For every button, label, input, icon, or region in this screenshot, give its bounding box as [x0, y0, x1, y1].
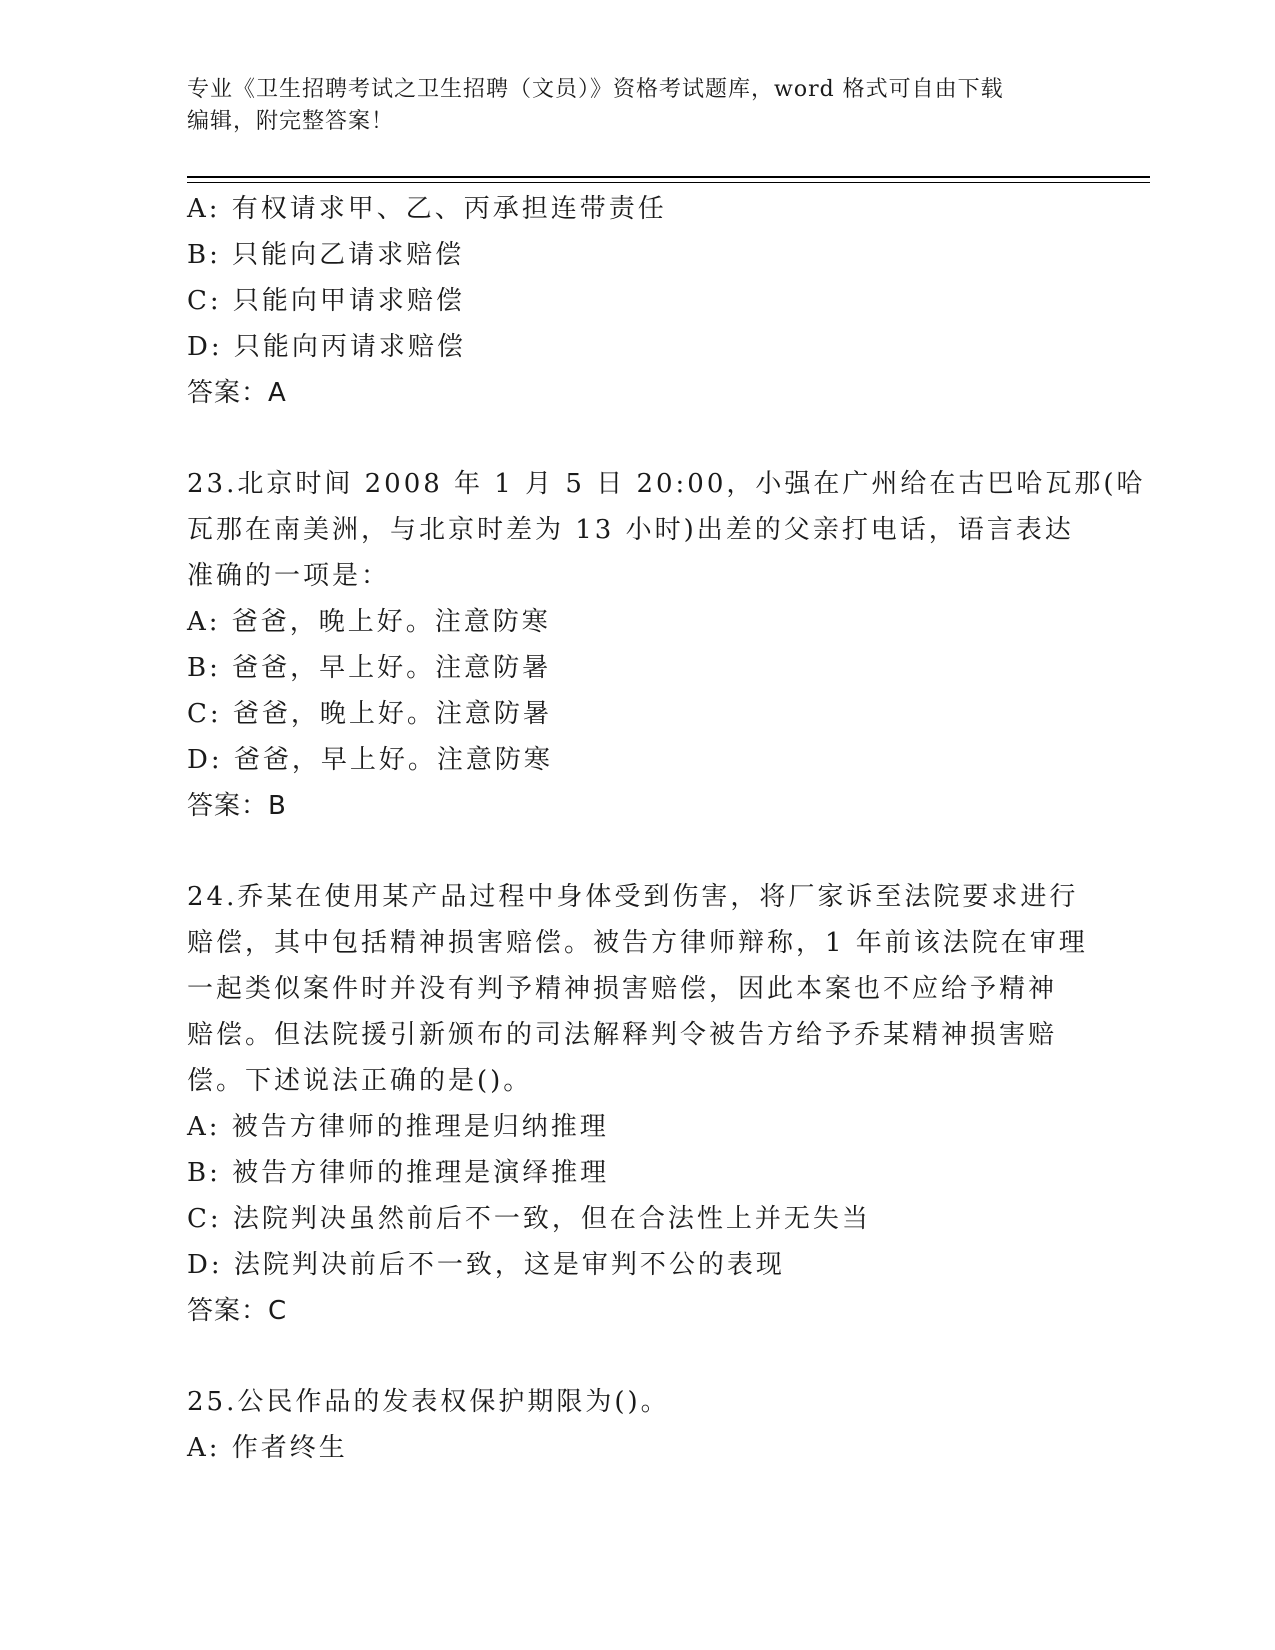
question-stem-line: 25.公民作品的发表权保护期限为()。 — [187, 1387, 670, 1417]
option-c: C: 法院判决虽然前后不一致，但在合法性上并无失当 — [187, 1204, 871, 1234]
question-spacer — [187, 416, 1087, 461]
option-b: B: 只能向乙请求赔偿 — [187, 240, 465, 270]
option-b: B: 爸爸，早上好。注意防暑 — [187, 653, 552, 683]
option-d: D: 爸爸，早上好。注意防寒 — [187, 745, 553, 775]
option-c: C: 爸爸，晚上好。注意防暑 — [187, 699, 552, 729]
question-spacer — [187, 829, 1087, 874]
question-spacer — [187, 1334, 1087, 1379]
option-a: A: 被告方律师的推理是归纳推理 — [187, 1112, 609, 1142]
question-stem-line: 准确的一项是： — [187, 561, 391, 591]
question-stem-line: 瓦那在南美洲，与北京时差为 13 小时)出差的父亲打电话，语言表达 — [187, 515, 1074, 545]
header-divider-thin — [187, 182, 1150, 183]
question-23 — [187, 461, 1146, 829]
header-divider-thick — [187, 176, 1150, 178]
question-22 — [187, 186, 1087, 416]
question-stem-line: 赔偿。但法院援引新颁布的司法解释判令被告方给予乔某精神损害赔 — [187, 1020, 1058, 1050]
question-list — [187, 186, 1146, 1471]
question-stem-line: 一起类似案件时并没有判予精神损害赔偿，因此本案也不应给予精神 — [187, 974, 1058, 1004]
answer-line: 答案：A — [187, 378, 287, 408]
option-b: B: 被告方律师的推理是演绎推理 — [187, 1158, 610, 1188]
option-a: A: 爸爸，晚上好。注意防寒 — [187, 607, 551, 637]
answer-line: 答案：B — [187, 791, 287, 821]
question-stem-line: 24.乔某在使用某产品过程中身体受到伤害，将厂家诉至法院要求进行 — [187, 882, 1079, 912]
question-stem-line: 23.北京时间 2008 年 1 月 5 日 20:00，小强在广州给在古巴哈瓦那(哈 — [187, 469, 1146, 499]
question-25 — [187, 1379, 1087, 1471]
answer-line: 答案：C — [187, 1296, 288, 1326]
option-a: A: 作者终生 — [187, 1433, 348, 1463]
question-stem-line: 赔偿，其中包括精神损害赔偿。被告方律师辩称，1 年前该法院在审理 — [187, 928, 1088, 958]
option-d: D: 只能向丙请求赔偿 — [187, 332, 466, 362]
option-a: A: 有权请求甲、乙、丙承担连带责任 — [187, 194, 667, 224]
option-d: D: 法院判决前后不一致，这是审判不公的表现 — [187, 1250, 785, 1280]
header-line-2: 编辑，附完整答案！ — [187, 109, 395, 134]
question-24 — [187, 874, 1087, 1334]
option-c: C: 只能向甲请求赔偿 — [187, 286, 465, 316]
question-stem-line: 偿。下述说法正确的是()。 — [187, 1066, 533, 1096]
header-line-1: 专业《卫生招聘考试之卫生招聘（文员）》资格考试题库，word 格式可自由下载 — [187, 77, 1004, 102]
page-header — [187, 74, 1087, 138]
